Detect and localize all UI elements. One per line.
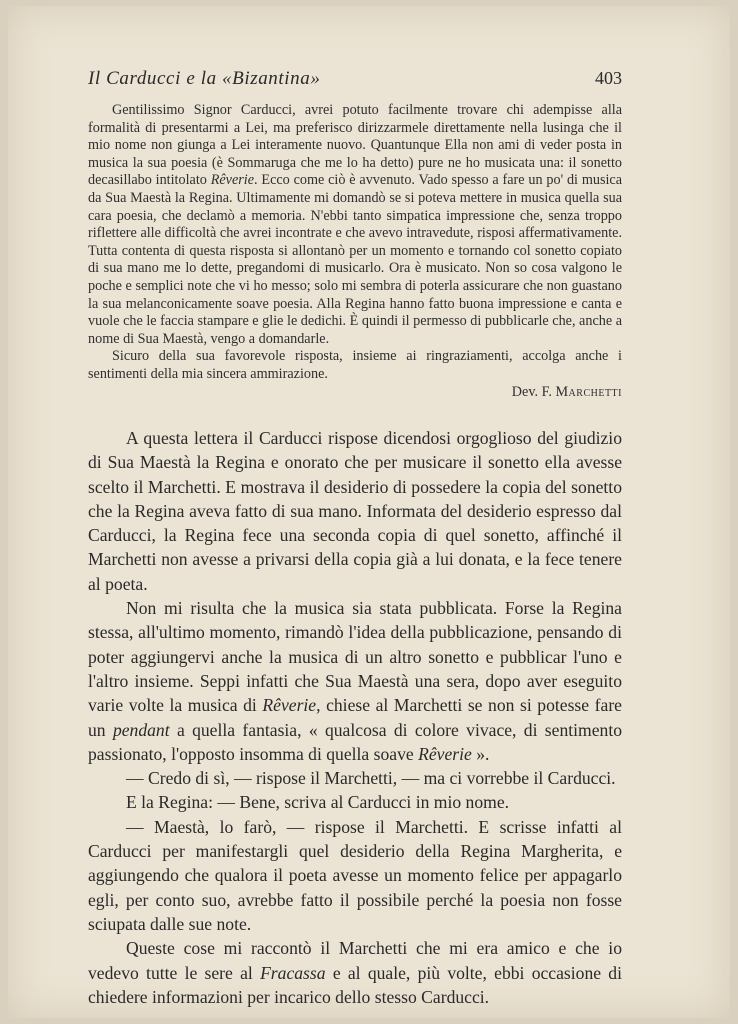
body-paragraph-5: — Maestà, lo farò, — rispose il Marchetti. E scrisse infatti al Carducci per manifestargli quel desiderio della Regina Margherita, e aggiungendo che qualora il poeta avesse un momento felice per appagarlo egli, per conto suo, avrebbe fatto il possibile perché la poesia non fosse sciupata dalle sue note.	[88, 816, 622, 934]
letter-signature: Dev. F. Marchetti	[511, 383, 622, 400]
chapter-title: Il Carducci e la «Bizantina»	[88, 68, 321, 89]
body-paragraph-1: A questa lettera il Carducci rispose dicendosi orgoglioso del giudizio di Sua Maestà la Regina e onorato che per musicare il sonetto ella avesse scelto il Marchetti. E mostrava il desiderio di possedere la copia del sonetto che la Regina aveva fatto di sua mano. Informata del desiderio espresso dal Carducci, la Regina fece una seconda copia di quel sonetto, affinché il Marchetti non avesse a privarsi della copia già a lui donata, e la fece tenere al poeta.	[88, 428, 622, 594]
page-number: 403	[595, 68, 622, 88]
reverie-title: Rêverie	[210, 172, 255, 189]
body-paragraph-6: Queste cose mi raccontò il Marchetti che mi era amico e che io vedevo tutte le sere al Fracassa e al quale, più volte, ebbi occasione di chiedere informazioni per incarico dello stesso Carducci.	[88, 938, 622, 1007]
running-head	[88, 68, 622, 90]
quoted-letter	[88, 102, 622, 401]
body-paragraph-3: — Credo di sì, — rispose il Marchetti, — ma ci vorrebbe il Carducci.	[126, 768, 616, 789]
letter-paragraph-2: Sicuro della sua favorevole risposta, insieme ai ringraziamenti, accolga anche i sentimenti della mia sincera ammirazione.	[88, 348, 622, 382]
body-paragraph-2: Non mi risulta che la musica sia stata pubblicata. Forse la Regina stessa, all'ultimo momento, rimandò l'idea della pubblicazione, pensando di poter aggiungervi anche la musica di un altro sonetto e pubblicar l'uno e l'altro insieme. Seppi infatti che Sua Maestà una sera, dopo aver eseguito varie volte la musica di Rêverie, chiese al Marchetti se non si potesse fare un pendant a quella fantasia, « qualcosa di colore vivace, di sentimento passionato, l'opposto insomma di quella soave Rêverie ».	[88, 598, 623, 764]
body-text	[88, 426, 622, 1009]
letter-paragraph-1: Gentilissimo Signor Carducci, avrei potuto facilmente trovare chi adempisse alla formalità di presentarmi a Lei, ma preferisco dirizzarmele direttamente nella lusinga che il mio nome non giunga a Lei interamente nuovo. Quantunque Ella non ami di veder posta in musica la sua poesia (è Sommaruga che me lo ha detto) pure ne ho musicata una: il sonetto decasillabo intitolato Rêverie. Ecco come ciò è avvenuto. Vado spesso a fare un po' di musica da Sua Maestà la Regina. Ultimamente mi domandò se si poteva mettere in musica quella sua cara poesia, che declamò a memoria. N'ebbi tanto simpatica impressione che, senza troppo riflettere alle difficoltà che avrei incontrate e che avevo intravedute, risposi affermativamente. Tutta contenta di questa risposta si allontanò per un momento e tornando col sonetto copiato di sua mano me lo dette, pregandomi di musicarlo. Ora è musicato. Non so cosa valgono le poche e semplici note che vi ho messo; solo mi sembra di poterla assicurare che non guastano la sua melanconicamente soave poesia. Alla Regina hanno fatto buona impressione e canta e vuole che le faccia stampare e glie le dedichi. È quindi il permesso di pubblicarle che, anche a nome di Sua Maestà, vengo a domandarle.	[88, 102, 623, 347]
body-paragraph-4: E la Regina: — Bene, scriva al Carducci in mio nome.	[126, 792, 510, 813]
book-page	[8, 6, 730, 1018]
